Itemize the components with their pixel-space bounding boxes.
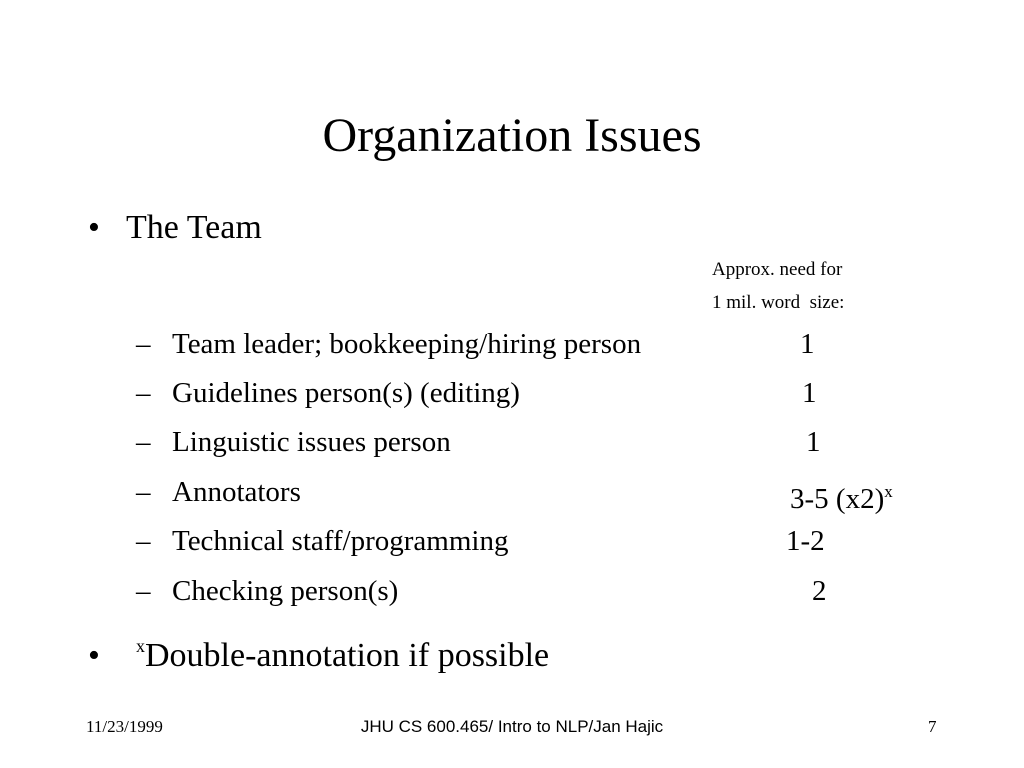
footnote-text: Double-annotation if possible — [145, 637, 550, 674]
dash-icon: – — [136, 575, 151, 607]
role-item — [136, 425, 451, 459]
dash-icon: – — [136, 377, 151, 409]
dash-icon: – — [136, 525, 151, 557]
column-header-line1: Approx. need for — [712, 259, 843, 280]
role-label: Linguistic issues person — [172, 426, 451, 458]
role-count: 1 — [806, 426, 821, 458]
role-count: 1 — [802, 377, 817, 409]
team-heading: The Team — [126, 209, 262, 246]
dash-icon: – — [136, 426, 151, 458]
slide-title: Organization Issues — [322, 109, 702, 162]
column-header-line2: 1 mil. word size: — [712, 292, 845, 313]
team-bullet — [88, 208, 262, 248]
role-count: 1 — [800, 328, 815, 360]
footnote-superscript: x — [136, 636, 145, 656]
role-label: Annotators — [172, 476, 301, 508]
role-count: 3-5 $(x2)^x$ — [790, 482, 893, 515]
footnote-bullet — [88, 626, 549, 676]
role-label: Team leader; bookkeeping/hiring person — [172, 328, 642, 360]
role-item — [136, 524, 508, 558]
count-superscript: x — [884, 482, 893, 501]
dash-icon: – — [136, 328, 151, 360]
bullet-icon: • — [88, 209, 100, 246]
role-item — [136, 475, 301, 509]
role-count: 1-2 — [786, 525, 825, 557]
role-count: 2 — [812, 575, 827, 607]
footer-date: 11/23/1999 — [86, 717, 163, 736]
role-label: Technical staff/programming — [172, 525, 509, 557]
dash-icon: – — [136, 476, 151, 508]
role-item — [136, 376, 520, 410]
role-label: Checking person(s) — [172, 575, 399, 607]
footer-page-number: 7 — [928, 717, 937, 736]
role-label: Guidelines person(s) (editing) — [172, 377, 520, 409]
role-item — [136, 574, 398, 608]
bullet-icon: • — [88, 637, 100, 674]
role-item — [136, 327, 641, 361]
footer-course: JHU CS 600.465/ Intro to NLP/Jan Hajic — [360, 717, 664, 736]
